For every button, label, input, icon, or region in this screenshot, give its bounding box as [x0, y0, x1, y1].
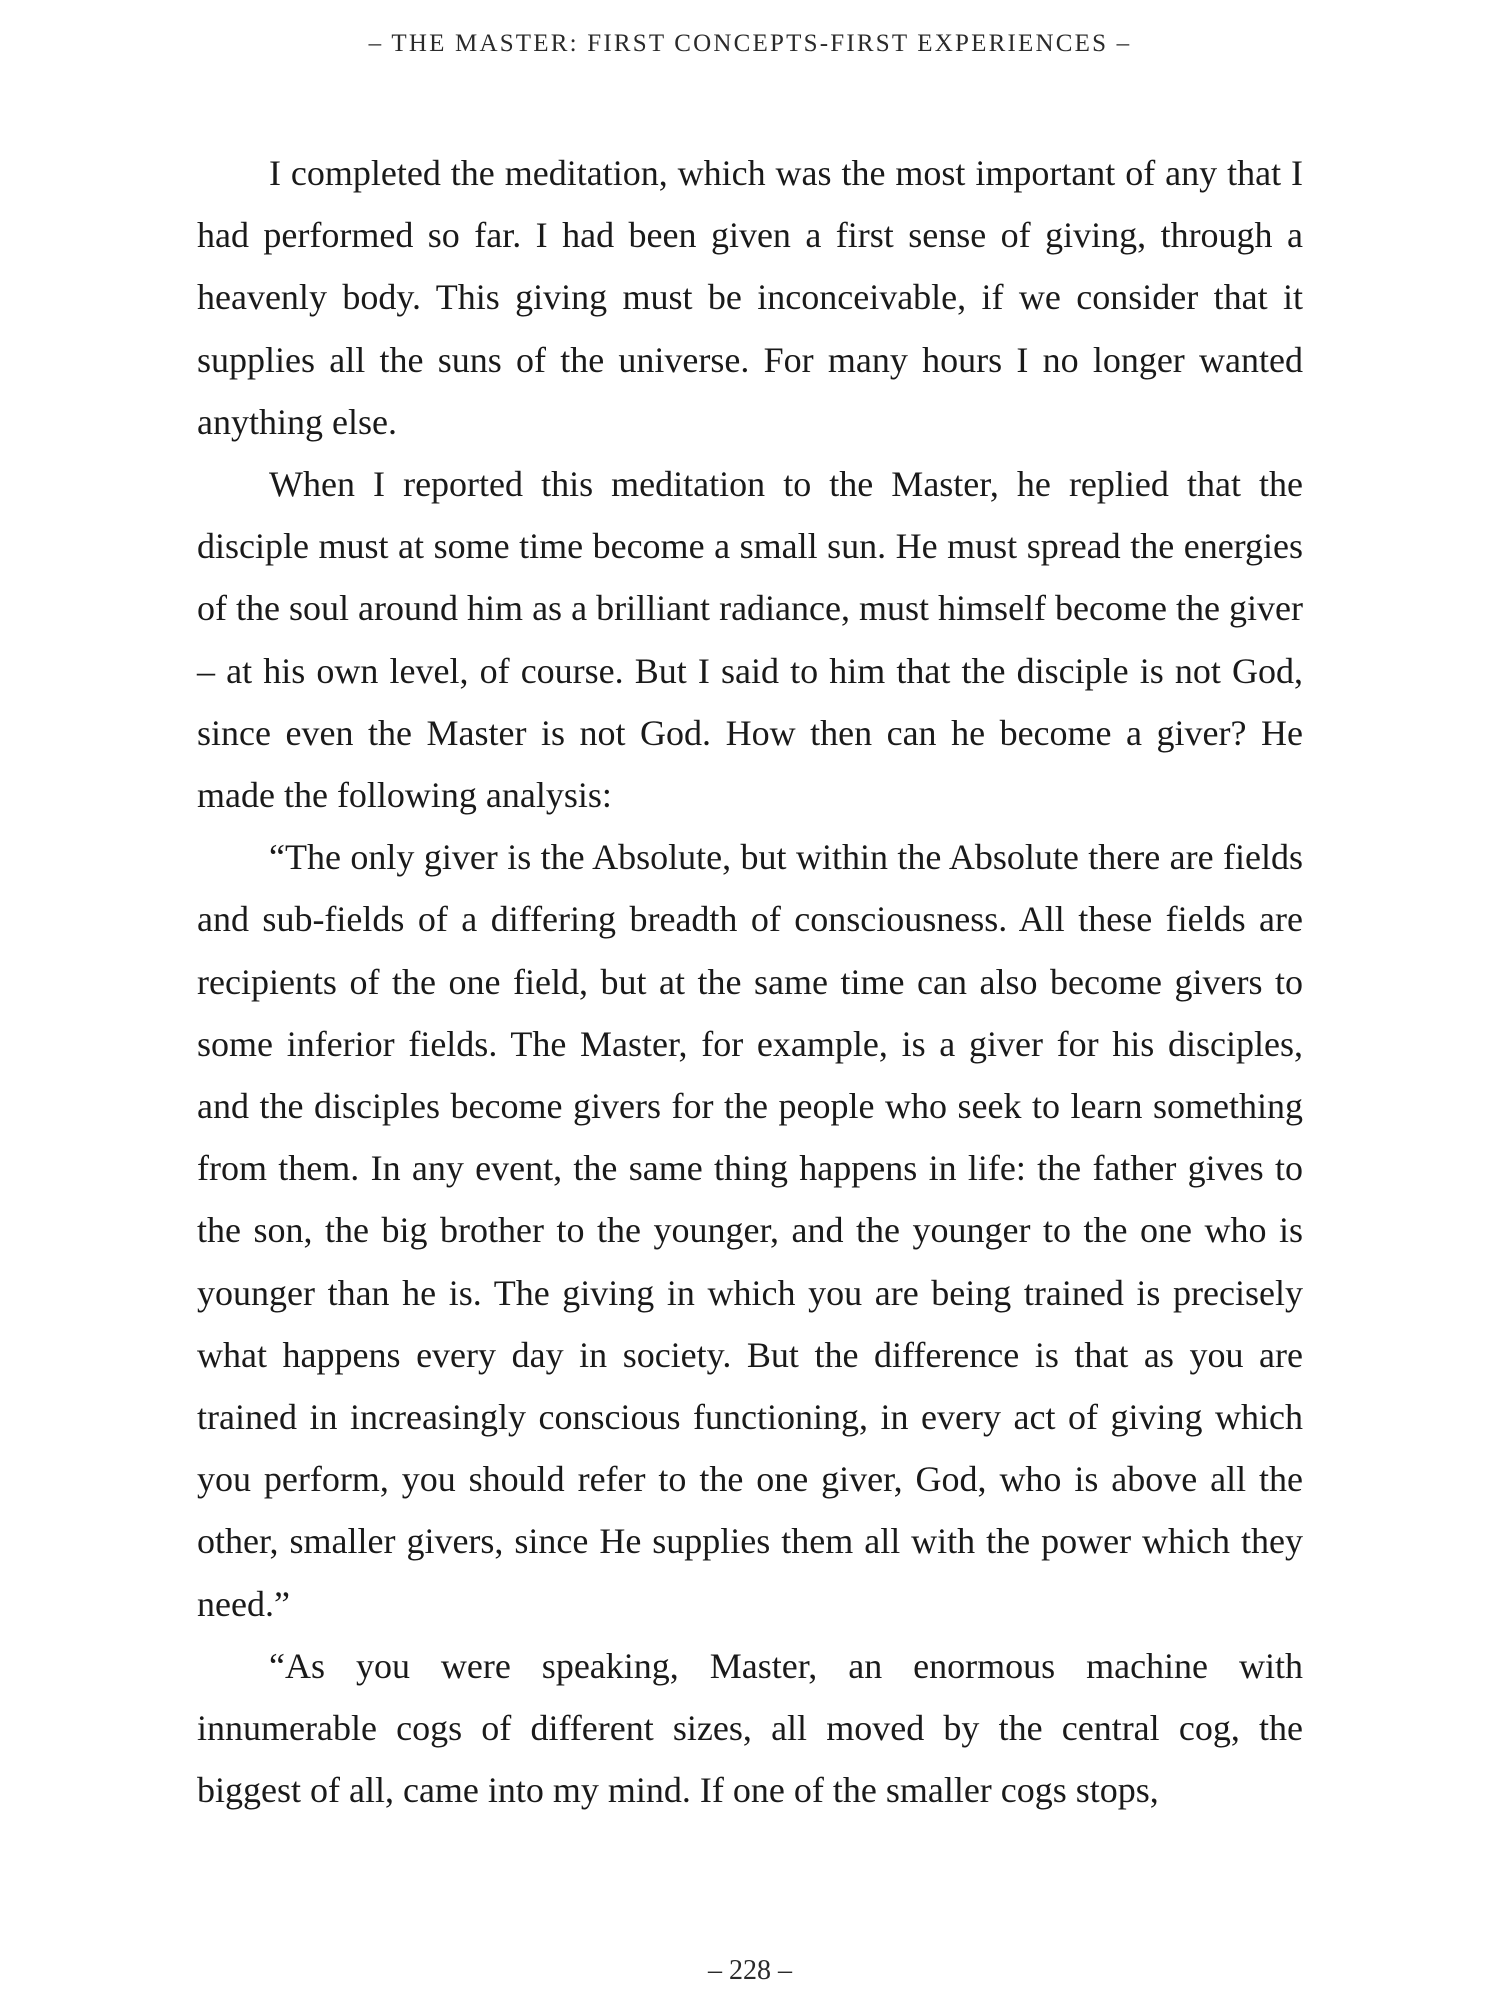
- paragraph: I completed the meditation, which was the most important of any that I had performed so far. I had been given a first sense of giving, through a heavenly body. This giving must be inconceivable, if we consider that it supplies all the suns of the universe. For many hours I no longer wanted anything else.: [197, 153, 1303, 442]
- paragraph: “As you were speaking, Master, an enormous machine with innumerable cogs of different sizes, all moved by the central cog, the biggest of all, came into my mind. If one of the smaller cogs stops,: [197, 1645, 1303, 1811]
- running-head: – THE MASTER: FIRST CONCEPTS-FIRST EXPERIENCES –: [368, 30, 1132, 57]
- paragraph: “The only giver is the Absolute, but within the Absolute there are fields and sub-fields of a differing breadth of consciousness. All these fields are recipients of the one field, but at the same time can also become givers to some inferior fields. The Master, for example, is a giver for his disciples, and the disciples become givers for the people who seek to learn something from them. In any event, the same thing happens in life: the father gives to the son, the big brother to the younger, and the younger to the one who is younger than he is. The giving in which you are being trained is precisely what happens every day in society. But the difference is that as you are trained in increasingly conscious functioning, in every act of giving which you perform, you should refer to the one giver, God, who is above all the other, smaller givers, since He supplies them all with the power which they need.”: [197, 837, 1303, 1624]
- body-text: [197, 142, 1303, 1821]
- page-number: – 228 –: [708, 1955, 792, 1986]
- paragraph: When I reported this meditation to the Master, he replied that the disciple must at some time become a small sun. He must spread the energies of the soul around him as a brilliant radiance, must himself become the giver – at his own level, of course. But I said to him that the disciple is not God, since even the Master is not God. How then can he become a giver? He made the following analysis:: [197, 464, 1303, 816]
